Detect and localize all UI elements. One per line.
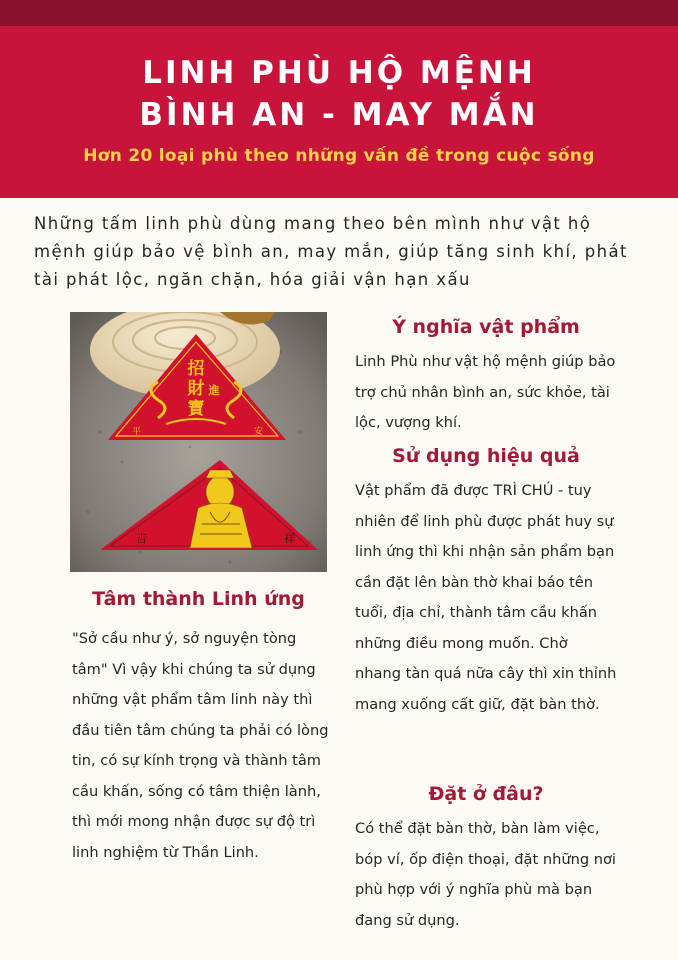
heading-usage: Sử dụng hiệu quả [392, 445, 580, 467]
title-banner [0, 26, 678, 198]
paragraph-meaning: Linh Phù như vật hộ mệnh giúp bảo trợ chủ nhân bình an, sức khỏe, tài lộc, vượng khí. [355, 353, 616, 431]
paragraph-placement: Có thể đặt bàn thờ, bàn làm việc, bóp ví, ốp điện thoại, đặt những nơi phù hợp với ý nghĩa phù mà bạn đang sử dụng. [355, 820, 616, 929]
heading-tam-thanh: Tâm thành Linh ứng [92, 588, 305, 610]
heading-meaning: Ý nghĩa vật phẩm [392, 316, 580, 338]
talisman-photo-illustration [70, 312, 327, 572]
talisman-bottom-corner-right: 祥 [284, 532, 295, 545]
intro-paragraph: Những tấm linh phù dùng mang theo bên mình như vật hộ mệnh giúp bảo vệ bình an, may mắn, giúp tăng sinh khí, phát tài phát lộc, ngăn chặn, hóa giải vận hạn xấu [34, 214, 628, 289]
section-meaning [355, 313, 617, 439]
page-title-line1: LINH PHÙ HỘ MỆNH [142, 55, 536, 91]
heading-placement: Đặt ở đâu? [428, 783, 544, 805]
section-placement [355, 780, 617, 936]
talisman-corner-right: 安 [254, 427, 264, 437]
page-title-line2: BÌNH AN - MAY MẮN [139, 97, 539, 133]
paragraph-tam-thanh: "Sở cầu như ý, sở nguyện tòng tâm" Vì vậy khi chúng ta sử dụng những vật phẩm tâm linh này thì đầu tiên tâm chúng ta phải có lòng tin, có sự kính trọng và thành tâm cầu khấn, sống có tâm thiện lành, thì mới mong nhận được sự độ trì linh nghiệm từ Thần Linh. [72, 630, 329, 861]
talisman-glyph-1: 招 [187, 359, 205, 379]
talisman-glyph-2: 財 [187, 379, 205, 399]
talisman-glyph-3: 進 [208, 384, 220, 397]
talisman-glyph-4: 寶 [187, 399, 205, 419]
section-usage [355, 442, 617, 720]
page-subtitle: Hơn 20 loại phù theo những vấn đề trong cuộc sống [83, 146, 595, 166]
talisman-photo [70, 312, 327, 572]
talisman-bottom-corner-left: 吉 [136, 532, 147, 545]
top-accent-bar [0, 0, 678, 26]
talisman-corner-left: 平 [132, 427, 142, 437]
paragraph-usage: Vật phẩm đã được TRÌ CHÚ - tuy nhiên để linh phù được phát huy sự linh ứng thì khi nhận sản phẩm bạn cần đặt lên bàn thờ khai báo tên tuổi, địa chỉ, thành tâm cầu khấn những điều mong muốn. Chờ nhang tàn quá nữa cây thì xin thỉnh mang xuống cất giữ, đặt bàn thờ. [355, 482, 617, 713]
